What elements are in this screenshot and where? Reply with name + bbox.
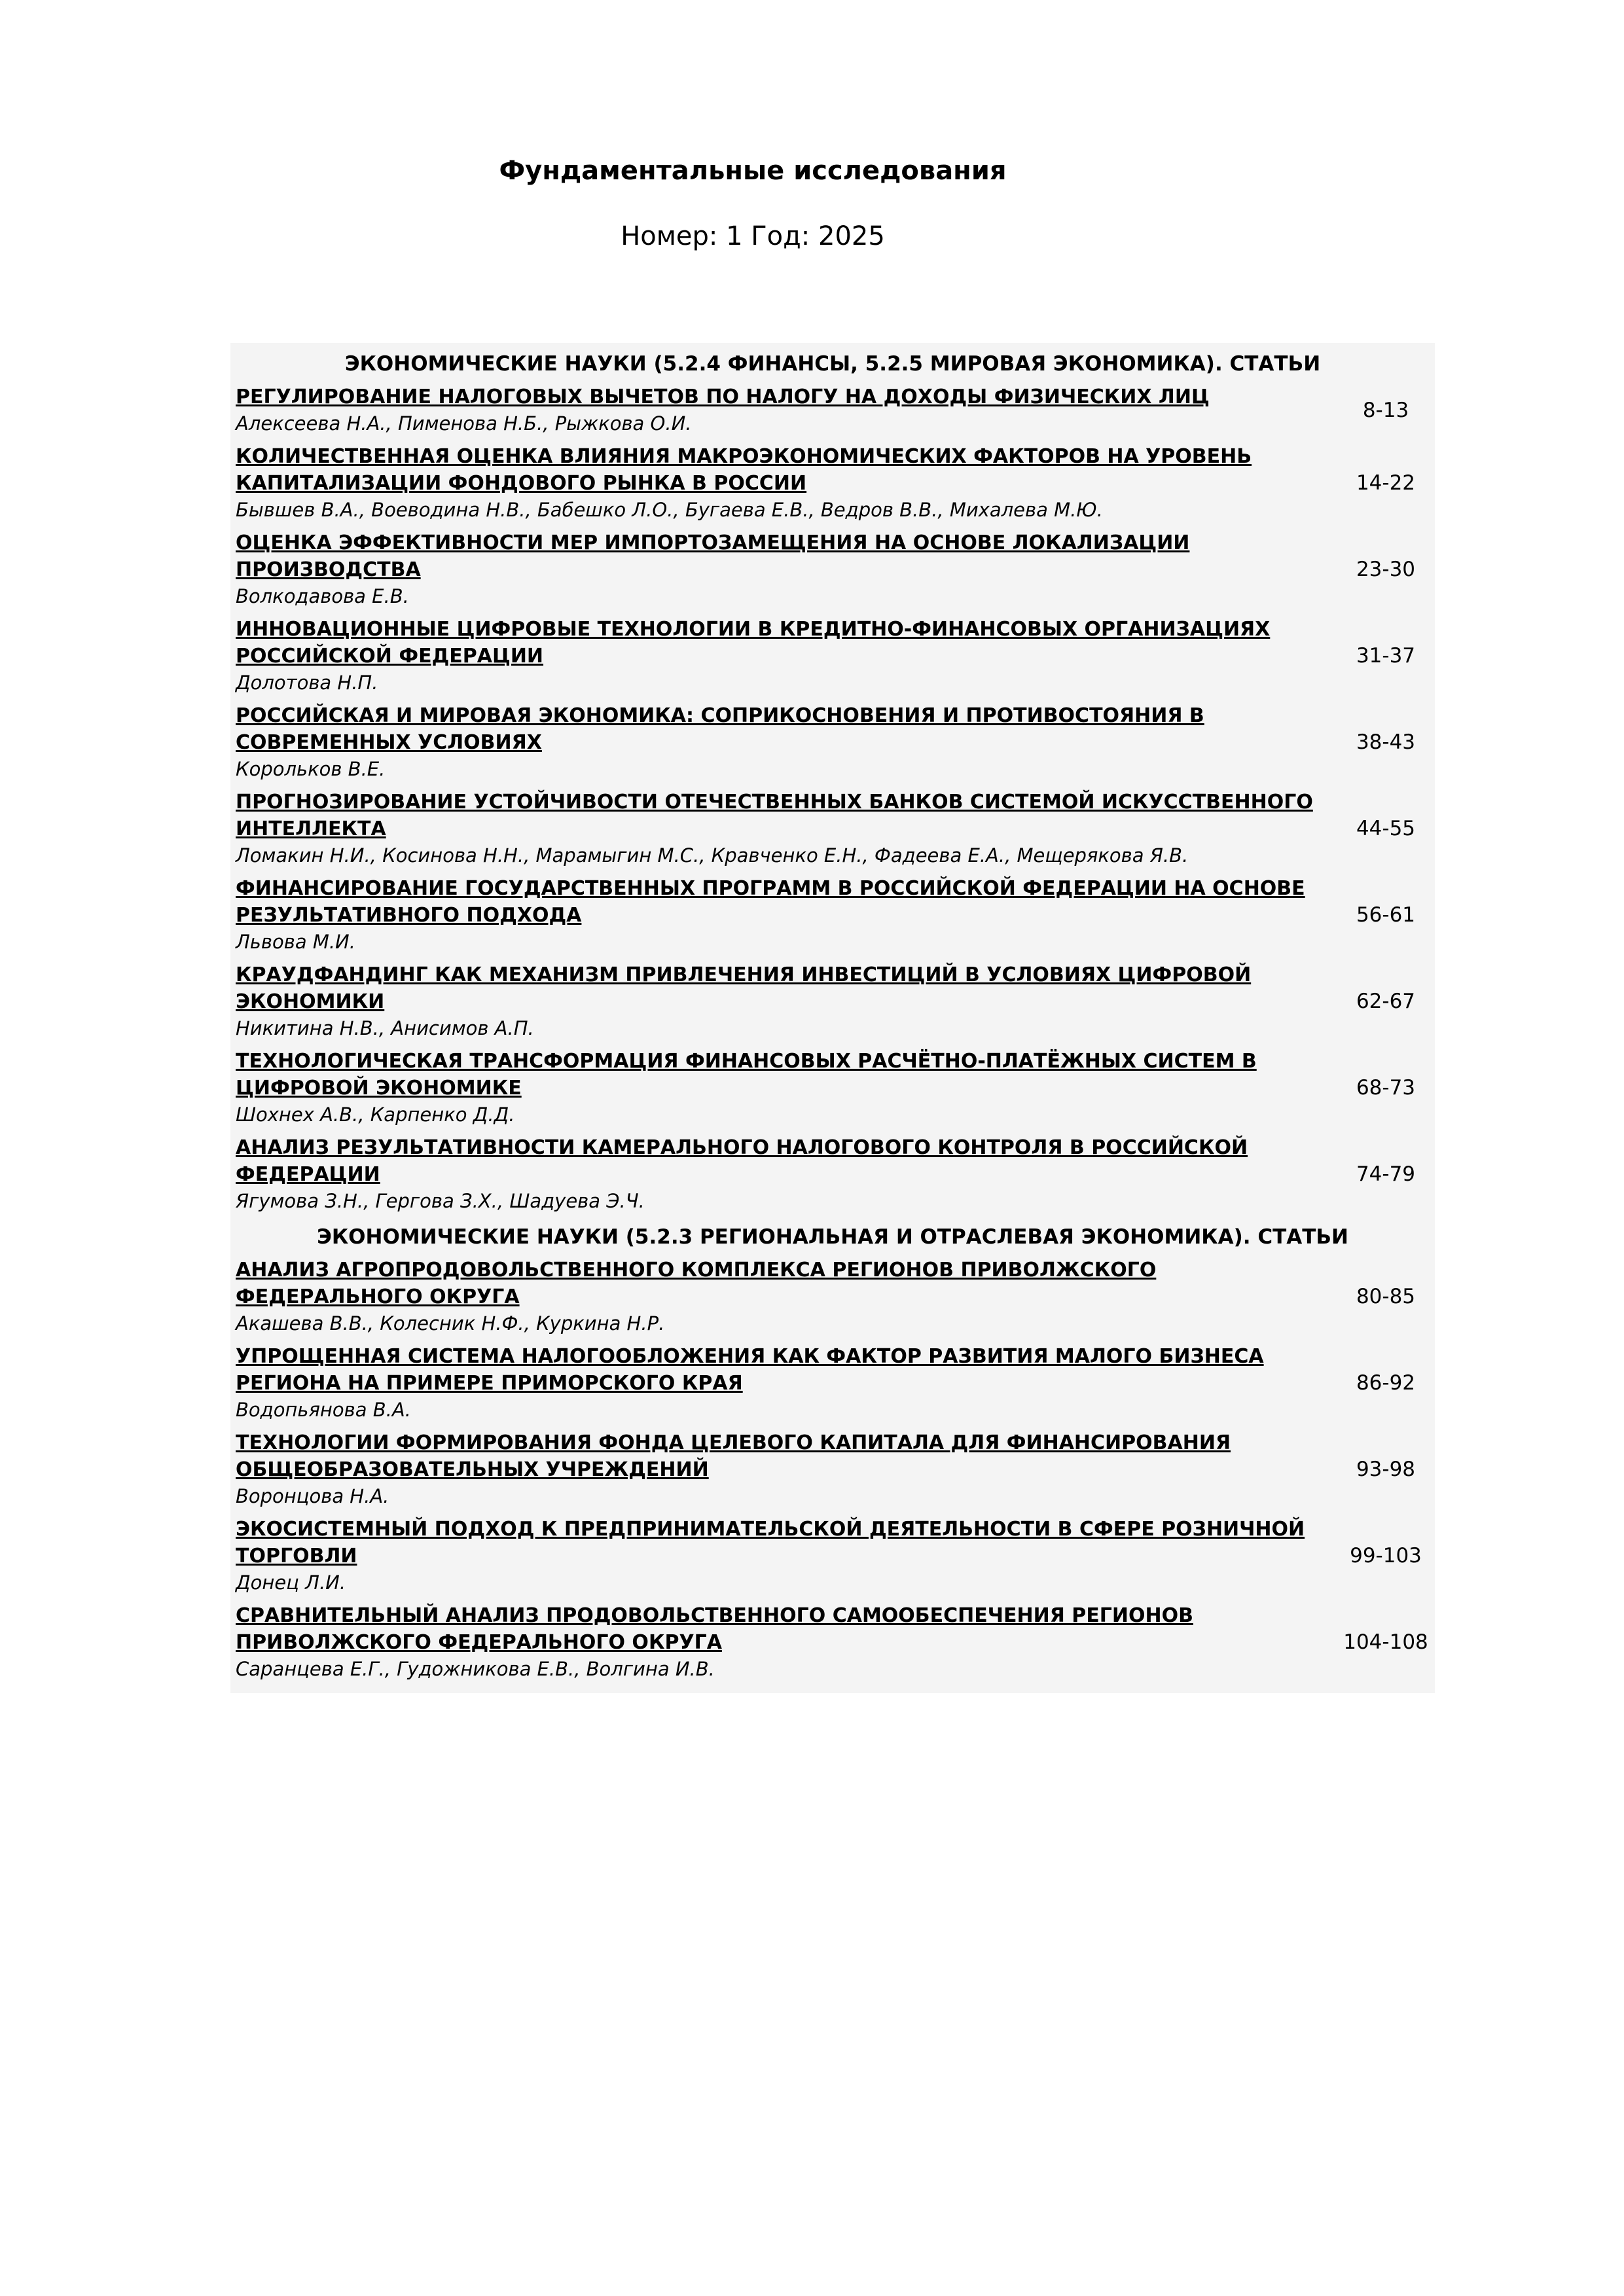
article-entry — [230, 382, 1435, 441]
article-pages: 56-61 — [1356, 903, 1416, 927]
article-authors: Никитина Н.В., Анисимов А.П. — [236, 1017, 534, 1039]
article-pages: 74-79 — [1356, 1162, 1416, 1186]
article-authors: Волкодавова Е.В. — [236, 585, 409, 607]
section-heading: ЭКОНОМИЧЕСКИЕ НАУКИ (5.2.4 ФИНАНСЫ, 5.2.5 МИРОВАЯ ЭКОНОМИКА). СТАТЬИ — [344, 352, 1321, 376]
journal-title: Фундаментальные исследования — [499, 156, 1007, 186]
article-info — [230, 384, 1337, 437]
article-entry — [230, 528, 1435, 614]
article-title-link[interactable]: УПРОЩЕННАЯ СИСТЕМА НАЛОГООБЛОЖЕНИЯ КАК ФАКТОР РАЗВИТИЯ МАЛОГО БИЗНЕСА РЕГИОНА НА ПРИМЕРЕ ПРИМОРСКОГО КРАЯ — [236, 1345, 1264, 1395]
article-entry — [230, 1427, 1435, 1514]
issue-info: Номер: 1 Год: 2025 — [621, 221, 885, 251]
article-entry — [230, 1132, 1435, 1219]
article-title-link[interactable]: РОССИЙСКАЯ И МИРОВАЯ ЭКОНОМИКА: СОПРИКОСНОВЕНИЯ И ПРОТИВОСТОЯНИЯ В СОВРЕМЕННЫХ УСЛОВИЯХ — [236, 704, 1204, 754]
article-authors: Донец Л.И. — [236, 1571, 346, 1594]
article-authors: Шохнех А.В., Карпенко Д.Д. — [236, 1103, 515, 1126]
article-authors: Ягумова З.Н., Гергова З.Х., Шадуева Э.Ч. — [236, 1190, 645, 1212]
article-info — [230, 789, 1337, 869]
article-info — [230, 702, 1337, 782]
article-authors: Акашева В.В., Колесник Н.Ф., Куркина Н.Р. — [236, 1312, 665, 1335]
article-info — [230, 1343, 1337, 1423]
article-title-link[interactable]: ПРОГНОЗИРОВАНИЕ УСТОЙЧИВОСТИ ОТЕЧЕСТВЕННЫХ БАНКОВ СИСТЕМОЙ ИСКУССТВЕННОГО ИНТЕЛЛЕКТА — [236, 791, 1313, 840]
article-authors: Саранцева Е.Г., Гудожникова Е.В., Волгина И.В. — [236, 1658, 715, 1680]
article-pages: 14-22 — [1356, 471, 1416, 495]
article-title-link[interactable]: КРАУДФАНДИНГ КАК МЕХАНИЗМ ПРИВЛЕЧЕНИЯ ИНВЕСТИЦИЙ В УСЛОВИЯХ ЦИФРОВОЙ ЭКОНОМИКИ — [236, 963, 1252, 1013]
article-title-link[interactable]: ТЕХНОЛОГИИ ФОРМИРОВАНИЯ ФОНДА ЦЕЛЕВОГО КАПИТАЛА ДЛЯ ФИНАНСИРОВАНИЯ ОБЩЕОБРАЗОВАТЕЛЬНЫХ УЧРЕЖДЕНИЙ — [236, 1431, 1231, 1481]
article-info — [230, 529, 1337, 609]
article-entry — [230, 1341, 1435, 1427]
article-entry — [230, 700, 1435, 787]
article-title-link[interactable]: ФИНАНСИРОВАНИЕ ГОСУДАРСТВЕННЫХ ПРОГРАММ В РОССИЙСКОЙ ФЕДЕРАЦИИ НА ОСНОВЕ РЕЗУЛЬТАТИВНОГО ПОДХОДА — [236, 877, 1305, 927]
article-authors: Алексеева Н.А., Пименова Н.Б., Рыжкова О.И. — [236, 412, 692, 435]
article-pages: 68-73 — [1356, 1076, 1416, 1100]
article-entry — [230, 441, 1435, 528]
article-pages: 31-37 — [1356, 644, 1416, 668]
article-entry — [230, 1514, 1435, 1600]
article-info — [230, 616, 1337, 696]
article-entry — [230, 1255, 1435, 1341]
article-title-link[interactable]: СРАВНИТЕЛЬНЫЙ АНАЛИЗ ПРОДОВОЛЬСТВЕННОГО САМООБЕСПЕЧЕНИЯ РЕГИОНОВ ПРИВОЛЖСКОГО ФЕДЕРАЛЬНОГО ОКРУГА — [236, 1604, 1193, 1654]
article-pages: 80-85 — [1356, 1285, 1416, 1308]
article-entry — [230, 614, 1435, 700]
article-title-link[interactable]: АНАЛИЗ РЕЗУЛЬТАТИВНОСТИ КАМЕРАЛЬНОГО НАЛОГОВОГО КОНТРОЛЯ В РОССИЙСКОЙ ФЕДЕРАЦИИ — [236, 1136, 1248, 1186]
article-info — [230, 875, 1337, 955]
article-info — [230, 961, 1337, 1041]
article-info — [230, 1602, 1337, 1682]
article-title-link[interactable]: АНАЛИЗ АГРОПРОДОВОЛЬСТВЕННОГО КОМПЛЕКСА РЕГИОНОВ ПРИВОЛЖСКОГО ФЕДЕРАЛЬНОГО ОКРУГА — [236, 1259, 1157, 1308]
article-title-link[interactable]: ЭКОСИСТЕМНЫЙ ПОДХОД К ПРЕДПРИНИМАТЕЛЬСКОЙ ДЕЯТЕЛЬНОСТИ В СФЕРЕ РОЗНИЧНОЙ ТОРГОВЛИ — [236, 1518, 1305, 1568]
article-title-link[interactable]: ОЦЕНКА ЭФФЕКТИВНОСТИ МЕР ИМПОРТОЗАМЕЩЕНИЯ НА ОСНОВЕ ЛОКАЛИЗАЦИИ ПРОИЗВОДСТВА — [236, 531, 1190, 581]
article-title-link[interactable]: ИННОВАЦИОННЫЕ ЦИФРОВЫЕ ТЕХНОЛОГИИ В КРЕДИТНО-ФИНАНСОВЫХ ОРГАНИЗАЦИЯХ РОССИЙСКОЙ ФЕДЕРАЦИИ — [236, 618, 1271, 668]
article-info — [230, 1257, 1337, 1336]
article-pages: 86-92 — [1356, 1371, 1416, 1395]
article-title-link[interactable]: РЕГУЛИРОВАНИЕ НАЛОГОВЫХ ВЫЧЕТОВ ПО НАЛОГУ НА ДОХОДЫ ФИЗИЧЕСКИХ ЛИЦ — [236, 386, 1210, 408]
article-pages: 23-30 — [1356, 558, 1416, 581]
article-title-link[interactable]: КОЛИЧЕСТВЕННАЯ ОЦЕНКА ВЛИЯНИЯ МАКРОЭКОНОМИЧЕСКИХ ФАКТОРОВ НА УРОВЕНЬ КАПИТАЛИЗАЦИИ ФОНДОВОГО РЫНКА В РОССИИ — [236, 445, 1252, 495]
article-authors: Бывшев В.А., Воеводина Н.В., Бабешко Л.О., Бугаева Е.В., Ведров В.В., Михалева М.Ю. — [236, 499, 1103, 521]
article-pages: 104-108 — [1343, 1630, 1428, 1654]
article-pages: 99-103 — [1350, 1544, 1422, 1568]
article-info — [230, 1134, 1337, 1214]
article-pages: 38-43 — [1356, 730, 1416, 754]
article-authors: Львова М.И. — [236, 931, 355, 953]
article-authors: Корольков В.Е. — [236, 758, 386, 780]
article-entry — [230, 1600, 1435, 1687]
article-authors: Ломакин Н.И., Косинова Н.Н., Марамыгин М.С., Кравченко Е.Н., Фадеева Е.А., Мещерякова Я.В. — [236, 844, 1189, 867]
article-pages: 8-13 — [1362, 398, 1409, 422]
article-pages: 93-98 — [1356, 1458, 1416, 1481]
article-entry — [230, 1046, 1435, 1132]
table-of-contents — [230, 343, 1435, 1693]
article-info — [230, 1048, 1337, 1128]
article-pages: 62-67 — [1356, 990, 1416, 1013]
article-title-link[interactable]: ТЕХНОЛОГИЧЕСКАЯ ТРАНСФОРМАЦИЯ ФИНАНСОВЫХ РАСЧЁТНО-ПЛАТЁЖНЫХ СИСТЕМ В ЦИФРОВОЙ ЭКОНОМИКЕ — [236, 1050, 1257, 1100]
article-authors: Воронцова Н.А. — [236, 1485, 389, 1507]
article-info — [230, 1516, 1337, 1596]
article-info — [230, 443, 1337, 523]
article-authors: Долотова Н.П. — [236, 672, 378, 694]
article-pages: 44-55 — [1356, 817, 1416, 840]
article-info — [230, 1429, 1337, 1509]
article-entry — [230, 960, 1435, 1046]
article-entry — [230, 873, 1435, 960]
section-heading: ЭКОНОМИЧЕСКИЕ НАУКИ (5.2.3 РЕГИОНАЛЬНАЯ И ОТРАСЛЕВАЯ ЭКОНОМИКА). СТАТЬИ — [317, 1225, 1348, 1249]
article-entry — [230, 787, 1435, 873]
article-authors: Водопьянова В.А. — [236, 1399, 411, 1421]
